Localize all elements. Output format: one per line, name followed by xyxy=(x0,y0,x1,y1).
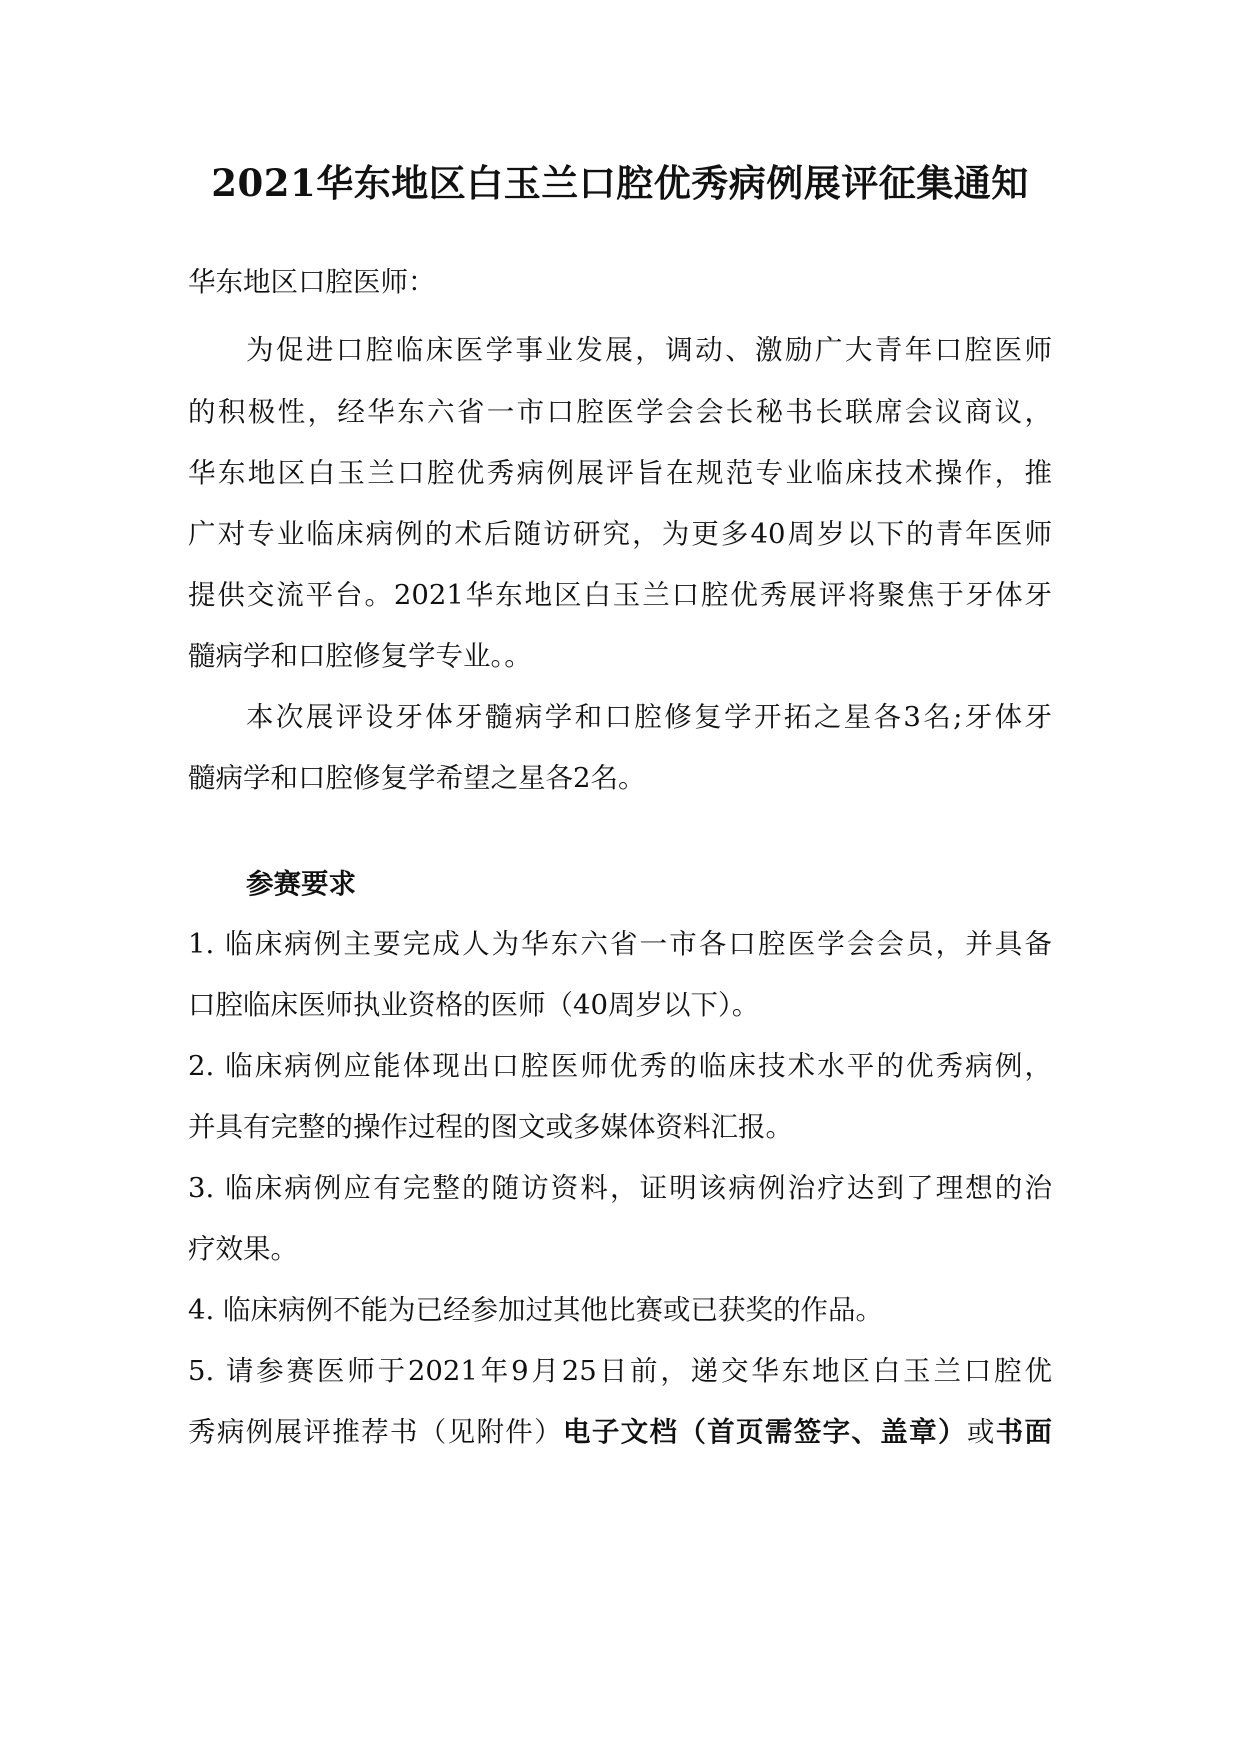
requirement-5-text-or: 或 xyxy=(966,1416,996,1448)
page-title: 2021华东地区白玉兰口腔优秀病例展评征集通知 xyxy=(211,161,1029,205)
awards-line-1: 本次展评设牙体牙髓病学和口腔修复学开拓之星各3名;牙体牙 xyxy=(246,701,1052,733)
requirement-5-bold-written: 书面 xyxy=(995,1416,1053,1448)
intro-line-5: 提供交流平台。2021华东地区白玉兰口腔优秀展评将聚焦于牙体牙 xyxy=(188,579,1052,611)
requirement-2-line-1: 2. 临床病例应能体现出口腔医师优秀的临床技术水平的优秀病例， xyxy=(188,1050,1052,1082)
requirement-5-text-a: 秀病例展评推荐书（见附件） xyxy=(188,1416,563,1448)
requirement-1-line-1: 1. 临床病例主要完成人为华东六省一市各口腔医学会会员，并具备 xyxy=(188,928,1052,960)
intro-line-4: 广对专业临床病例的术后随访研究，为更多40周岁以下的青年医师 xyxy=(188,518,1052,550)
requirement-1-line-2: 口腔临床医师执业资格的医师（40周岁以下）。 xyxy=(188,989,760,1021)
intro-line-1: 为促进口腔临床医学事业发展，调动、激励广大青年口腔医师 xyxy=(246,334,1052,366)
awards-line-2: 髓病学和口腔修复学希望之星各2名。 xyxy=(188,762,646,794)
intro-line-6: 髓病学和口腔修复学专业。。 xyxy=(188,640,532,672)
requirement-3-line-2: 疗效果。 xyxy=(188,1233,298,1265)
requirement-3-line-1: 3. 临床病例应有完整的随访资料，证明该病例治疗达到了理想的治 xyxy=(188,1172,1052,1204)
intro-line-3: 华东地区白玉兰口腔优秀病例展评旨在规范专业临床技术操作，推 xyxy=(188,457,1052,489)
requirement-5-bold-electronic: 电子文档（首页需签字、盖章） xyxy=(562,1416,967,1448)
requirements-heading: 参赛要求 xyxy=(246,868,356,900)
requirement-5-line-1: 5. 请参赛医师于2021年9月25日前，递交华东地区白玉兰口腔优 xyxy=(188,1355,1052,1387)
intro-line-2: 的积极性，经华东六省一市口腔医学会会长秘书长联席会议商议， xyxy=(188,396,1052,428)
requirement-2-line-2: 并具有完整的操作过程的图文或多媒体资料汇报。 xyxy=(188,1111,793,1143)
requirement-4-line-1: 4. 临床病例不能为已经参加过其他比赛或已获奖的作品。 xyxy=(188,1294,883,1326)
salutation: 华东地区口腔医师： xyxy=(188,266,436,298)
requirement-5-line-2 xyxy=(188,1412,1052,1452)
